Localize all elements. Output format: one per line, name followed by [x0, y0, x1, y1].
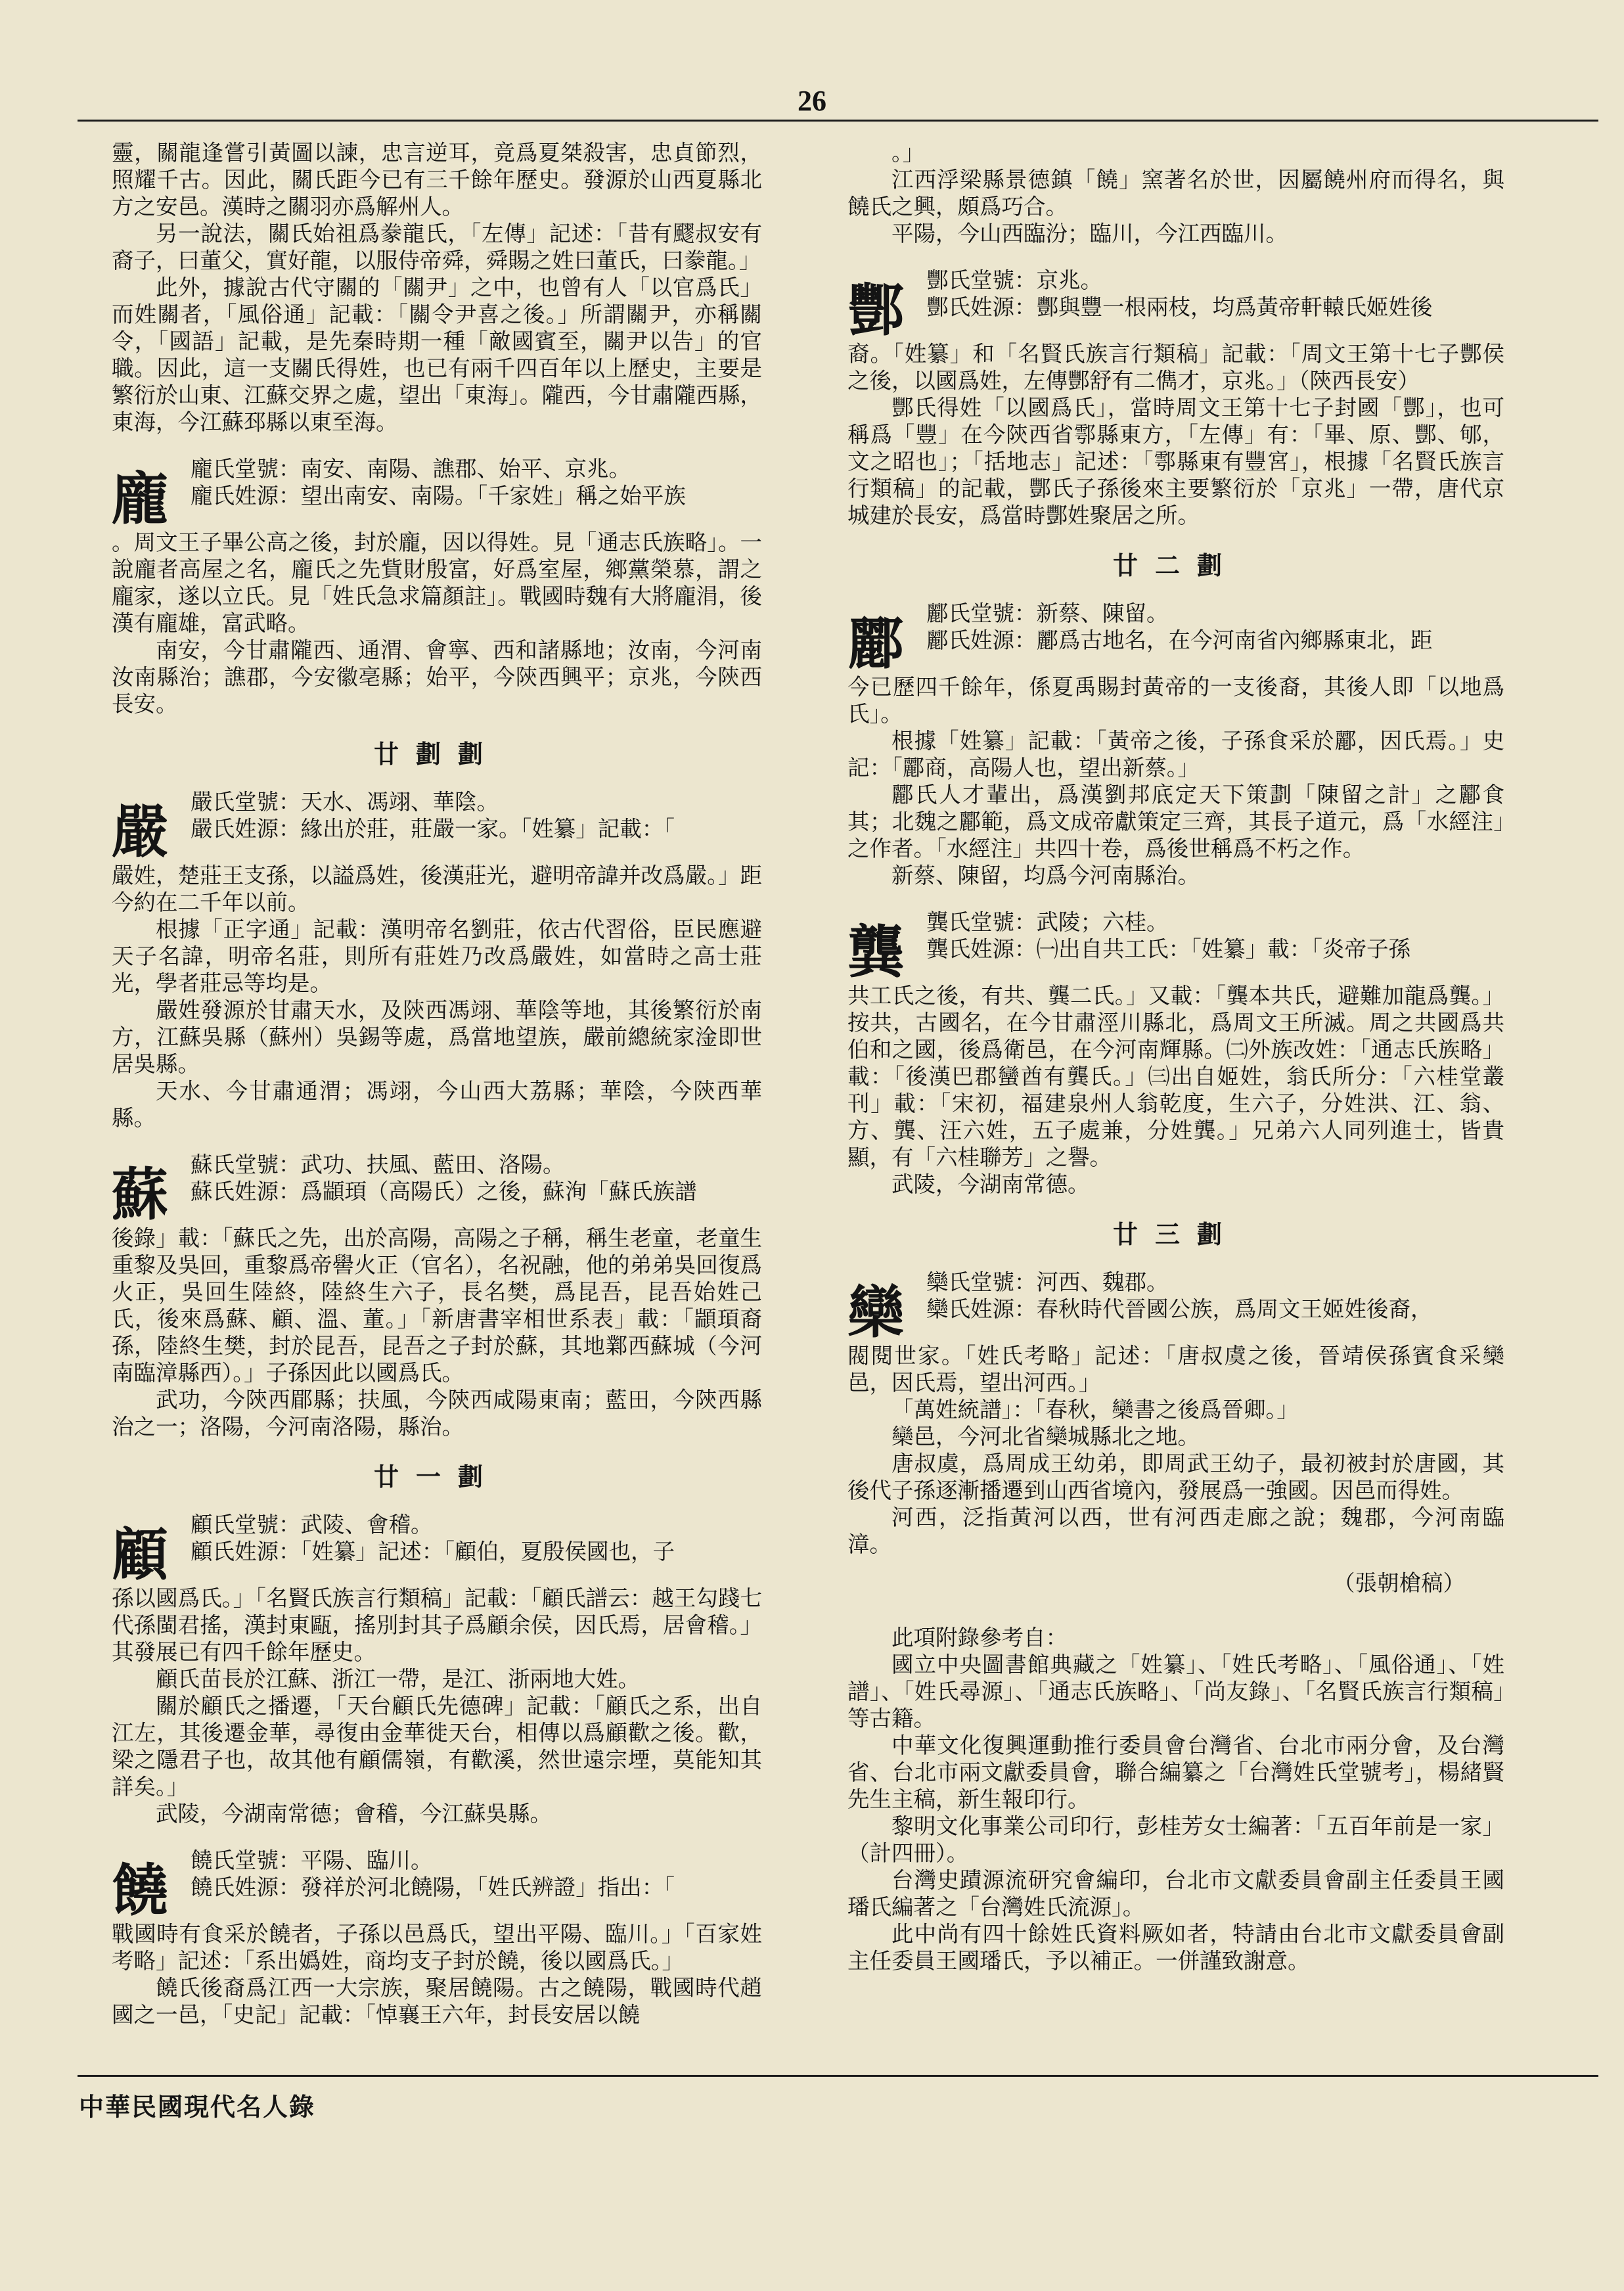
entry-body: 。周文王子畢公高之後，封於龐，因以得姓。見「通志氏族略」。一說龐者高屋之名，龐氏之先貲財殷富，好爲室屋，鄉黨榮慕，謂之龐家，遂以立氏。見「姓氏急求篇顏註」。戰國時魏有大將龐涓，後漢有龐雄，富武略。	[112, 530, 762, 636]
footer-rule	[78, 2075, 1598, 2077]
entry-body: 閥閱世家。「姓氏考略」記述：「唐叔虞之後，晉靖侯孫賓食采欒邑，因氏焉，望出河西。」	[847, 1343, 1504, 1395]
right-column	[847, 139, 1504, 1974]
entry-header-lines	[191, 1847, 762, 1901]
entry-body: 後錄」載：「蘇氏之先，出於高陽，高陽之子稱，稱生老童，老童生重黎及吳回，重黎爲帝嚳火正（官名），名祝融，他的弟弟吳回復爲火正，吳回生陸終，陸終生六子，長名樊，爲昆吾，昆吾始姓己氏，後來爲蘇、顧、溫、董。」「新唐書宰相世系表」載：「顓頊裔孫，陸終生樊，封於昆吾，昆吾之子封於蘇，其地鄴西蘇城（今河南臨漳縣西）。」子孫因此以國爲氏。	[112, 1225, 762, 1386]
paragraph: 酆氏得姓「以國爲氏」，當時周文王第十七子封國「酆」，也可稱爲「豐」在今陝西省鄠縣東方，「左傳」有：「畢、原、酆、郇，文之昭也」；「括地志」記述：「鄠縣東有豐宮」，根據「名賢氏族言行類稿」的記載，酆氏子孫後來主要繁衍於「京兆」一帶，唐代京城建於長安，爲當時酆姓聚居之所。	[847, 395, 1504, 528]
paragraph: 平陽，今山西臨汾；臨川，今江西臨川。	[891, 221, 1288, 246]
entry-header	[112, 1511, 762, 1588]
surname-character: 龔	[847, 919, 904, 986]
hall-name-line: 龐氏堂號：南安、南陽、譙郡、始平、京兆。	[191, 456, 631, 482]
surname-character: 蘇	[112, 1162, 168, 1228]
paragraph: 欒邑，今河北省欒城縣北之地。	[891, 1424, 1200, 1449]
hall-name-line: 酈氏堂號：新蔡、陳留。	[926, 601, 1169, 626]
paragraph: 根據「正字通」記載：漢明帝名劉莊，依古代習俗，臣民應避天子名諱，明帝名莊，則所有莊姓乃改爲嚴姓，如當時之高士莊光，學者莊忌等均是。	[112, 917, 762, 996]
surname-character: 嚴	[112, 799, 168, 865]
entry-header-lines	[191, 455, 762, 509]
origin-line: 欒氏姓源：春秋時代晉國公族，爲周文王姬姓後裔，	[926, 1296, 1433, 1322]
paragraph: 黎明文化事業公司印行，彭桂芳女士編著：「五百年前是一家」（計四冊）。	[847, 1813, 1504, 1866]
entry-header	[112, 1847, 762, 1924]
stroke-count-heading: 廿三劃	[1112, 1219, 1239, 1249]
paragraph: 台灣史蹟源流研究會編印，台北市文獻委員會副主任委員王國璠氏編著之「台灣姓氏流源」。	[847, 1867, 1504, 1920]
surname-entry	[847, 267, 1504, 394]
surname-entry	[847, 909, 1504, 1171]
entry-header-lines	[926, 1269, 1504, 1323]
origin-line: 龐氏姓源：望出南安、南陽。「千家姓」稱之始平族	[191, 483, 686, 509]
header-rule	[78, 120, 1598, 122]
paragraph: 河西，泛指黃河以西，世有河西走廊之說；魏郡，今河南臨漳。	[847, 1505, 1504, 1557]
surname-character: 欒	[847, 1279, 904, 1346]
entry-header	[112, 788, 762, 865]
hall-name-line: 嚴氏堂號：天水、馮翊、華陰。	[191, 789, 499, 815]
hall-name-line: 蘇氏堂號：武功、扶風、藍田、洛陽。	[191, 1152, 565, 1177]
entry-header-lines	[191, 788, 762, 842]
paragraph: 酈氏人才輩出，爲漢劉邦底定天下策劃「陳留之計」之酈食其；北魏之酈範，爲文成帝獻策定三齊，其長子道元，爲「水經注」之作者。「水經注」共四十卷，爲後世稱爲不朽之作。	[847, 782, 1504, 861]
origin-line: 蘇氏姓源：爲顓頊（高陽氏）之後，蘇洵「蘇氏族譜	[191, 1179, 697, 1204]
paragraph: 關於顧氏之播遷，「天台顧氏先德碑」記載：「顧氏之系，出自江左，其後遷金華，尋復由金華徙天台，相傳以爲顧歡之後。歡，梁之隱君子也，故其他有顧儒嶺，有歡溪，然世遠宗堙，莫能知其詳矣。」	[112, 1693, 762, 1800]
paragraph: 。」	[891, 140, 925, 166]
surname-entry	[112, 455, 762, 637]
paragraph: 饒氏後裔爲江西一大宗族，聚居饒陽。古之饒陽，戰國時代趙國之一邑，「史記」記載：「悼襄王六年，封長安居以饒	[112, 1975, 762, 2028]
paragraph: 武陵，今湖南常德。	[891, 1171, 1090, 1197]
surname-character: 顧	[112, 1522, 168, 1588]
paragraph: 南安，今甘肅隴西、通渭、會寧、西和諸縣地；汝南，今河南汝南縣治；譙郡，今安徽亳縣；始平，今陝西興平；京兆，今陝西長安。	[112, 637, 762, 717]
entry-header	[847, 1269, 1504, 1346]
origin-line: 饒氏姓源：發祥於河北饒陽，「姓氏辨證」指出：「	[191, 1874, 675, 1900]
surname-character: 饒	[112, 1857, 168, 1924]
entry-body: 共工氏之後，有共、龔二氏。」又載：「龔本共氏，避難加龍爲龔。」按共，古國名，在今甘肅涇川縣北，爲周文王所滅。周之共國爲共伯和之國，後爲衛邑，在今河南輝縣。㈡外族改姓：「通志氏族略」載：「後漢巴郡蠻酋有龔氏。」㈢出自姬姓，翁氏所分：「六桂堂叢刊」載：「宋初，福建泉州人翁乾度，生六子，分姓洪、江、翁、方、龔、汪六姓，五子處兼，分姓龔。」兄弟六人同列進士，皆貴顯，有「六桂聯芳」之譽。	[847, 983, 1504, 1170]
entry-header-lines	[926, 600, 1504, 654]
entry-header	[112, 1151, 762, 1228]
surname-entry	[847, 600, 1504, 727]
entry-header-lines	[926, 267, 1504, 321]
entry-header	[847, 909, 1504, 986]
surname-entry	[112, 1847, 762, 1974]
paragraph: 天水、今甘肅通渭；馮翊，今山西大荔縣；華陰，今陝西華縣。	[112, 1078, 762, 1131]
stroke-count-heading: 廿劃劃	[373, 739, 500, 769]
hall-name-line: 龔氏堂號：武陵；六桂。	[926, 909, 1169, 935]
paragraph: 此外，據說古代守關的「關尹」之中，也曾有人「以官爲氏」而姓關者，「風俗通」記載：「關令尹喜之後。」所謂關尹，亦稱關令，「國語」記載，是先秦時期一種「敵國賓至，關尹以告」的官職。因此，這一支關氏得姓，也已有兩千四百年以上歷史，主要是繁衍於山東、江蘇交界之處，望出「東海」。隴西，今甘肅隴西縣，東海，今江蘇邳縣以東至海。	[112, 275, 762, 435]
entry-body: 嚴姓，楚莊王支孫，以謚爲姓，後漢莊光，避明帝諱并改爲嚴。」距今約在二千年以前。	[112, 863, 762, 915]
page-number: 26	[798, 85, 826, 117]
surname-entry	[112, 1511, 762, 1666]
entry-header-lines	[191, 1151, 762, 1205]
paragraph: 武陵，今湖南常德；會稽，今江蘇吳縣。	[156, 1801, 552, 1826]
entry-body: 孫以國爲氏。」「名賢氏族言行類稿」記載：「顧氏譜云：越王勾踐七代孫閩君搖，漢封東甌，搖別封其子爲顧余侯，因氏焉，居會稽。」其發展已有四千餘年歷史。	[112, 1585, 762, 1665]
surname-character: 酈	[847, 610, 904, 677]
entry-body: 戰國時有食采於饒者，子孫以邑爲氏，望出平陽、臨川。」「百家姓考略」記述：「系出嬀姓，商均支子封於饒，後以國爲氏。」	[112, 1921, 762, 1974]
paragraph: 江西浮梁縣景德鎮「饒」窯著名於世，因屬饒州府而得名，與饒氏之興，頗爲巧合。	[847, 167, 1504, 219]
origin-line: 顧氏姓源：「姓纂」記述：「顧伯，夏殷侯國也，子	[191, 1539, 675, 1564]
entry-header-lines	[191, 1511, 762, 1565]
paragraph: 中華文化復興運動推行委員會台灣省、台北市兩分會，及台灣省、台北市兩文獻委員會，聯合編纂之「台灣姓氏堂號考」，楊緒賢先生主稿，新生報印行。	[847, 1733, 1504, 1812]
surname-entry	[112, 1151, 762, 1386]
entry-header	[847, 267, 1504, 344]
entry-body: 裔。「姓纂」和「名賢氏族言行類稿」記載：「周文王第十七子酆侯之後，以國爲姓，左傳酆舒有二儁才，京兆。」（陝西長安）	[847, 341, 1504, 394]
origin-line: 嚴氏姓源：緣出於莊，莊嚴一家。「姓纂」記載：「	[191, 816, 675, 842]
paragraph: 唐叔虞，爲周成王幼弟，即周武王幼子，最初被封於唐國，其後代子孫逐漸播遷到山西省境內，發展爲一強國。因邑而得姓。	[847, 1451, 1504, 1503]
paragraph: 武功，今陝西郿縣；扶風，今陝西咸陽東南；藍田，今陝西縣治之一；洛陽，今河南洛陽，縣治。	[112, 1387, 762, 1440]
paragraph: 嚴姓發源於甘肅天水，及陝西馮翊、華陰等地，其後繁衍於南方，江蘇吳縣（蘇州）吳錫等處，爲當地望族，嚴前總統家淦即世居吳縣。	[112, 997, 762, 1077]
stroke-count-heading: 廿一劃	[373, 1462, 500, 1491]
surname-character: 酆	[847, 277, 904, 344]
paragraph: 顧氏苗長於江蘇、浙江一帶，是江、浙兩地大姓。	[156, 1666, 640, 1692]
paragraph: 「萬姓統譜」：「春秋，欒書之後爲晉卿。」	[891, 1397, 1299, 1422]
hall-name-line: 酆氏堂號：京兆。	[926, 267, 1102, 293]
hall-name-line: 饒氏堂號：平陽、臨川。	[191, 1848, 433, 1873]
surname-entry	[847, 1269, 1504, 1396]
origin-line: 酆氏姓源：酆與豐一根兩枝，均爲黃帝軒轅氏姬姓後	[926, 294, 1433, 320]
paragraph: 新蔡、陳留，均爲今河南縣治。	[891, 863, 1200, 888]
left-column	[112, 139, 762, 2028]
stroke-count-heading: 廿二劃	[1112, 551, 1239, 580]
paragraph: 靈，關龍逢嘗引黃圖以諫，忠言逆耳，竟爲夏桀殺害，忠貞節烈，照耀千古。因此，關氏距今已有三千餘年歷史。發源於山西夏縣北方之安邑。漢時之關羽亦爲解州人。	[112, 140, 762, 219]
surname-entry	[112, 788, 762, 916]
hall-name-line: 顧氏堂號：武陵、會稽。	[191, 1512, 433, 1537]
origin-line: 酈氏姓源：酈爲古地名，在今河南省內鄉縣東北，距	[926, 627, 1433, 653]
paragraph: 另一說法，關氏始祖爲豢龍氏，「左傳」記述：「昔有飂叔安有裔子，曰董父，實好龍，以服侍帝舜，舜賜之姓曰董氏，曰豢龍。」	[112, 221, 762, 273]
footer-title: 中華民國現代名人錄	[79, 2092, 316, 2121]
entry-header	[847, 600, 1504, 677]
entry-header	[112, 455, 762, 532]
paragraph: 此中尚有四十餘姓氏資料厥如者，特請由台北市文獻委員會副主任委員王國璠氏，予以補正。一併謹致謝意。	[847, 1921, 1504, 1974]
author-attribution: （張朝槍稿）	[1333, 1570, 1465, 1596]
entry-body: 今已歷四千餘年，係夏禹賜封黃帝的一支後裔，其後人即「以地爲氏」。	[847, 674, 1504, 727]
hall-name-line: 欒氏堂號：河西、魏郡。	[926, 1269, 1169, 1295]
entry-header-lines	[926, 909, 1504, 963]
origin-line: 龔氏姓源：㈠出自共工氏：「姓纂」載：「炎帝子孫	[926, 936, 1410, 962]
paragraph: 國立中央圖書館典藏之「姓纂」、「姓氏考略」、「風俗通」、「姓譜」、「姓氏尋源」、「通志氏族略」、「尚友錄」、「名賢氏族言行類稿」等古籍。	[847, 1652, 1504, 1731]
surname-character: 龐	[112, 466, 168, 532]
appendix-intro: 此項附錄參考自：	[891, 1625, 1068, 1650]
paragraph: 根據「姓纂」記載：「黃帝之後，子孫食采於酈，因氏焉。」史記：「酈商，高陽人也，望出新蔡。」	[847, 728, 1504, 781]
